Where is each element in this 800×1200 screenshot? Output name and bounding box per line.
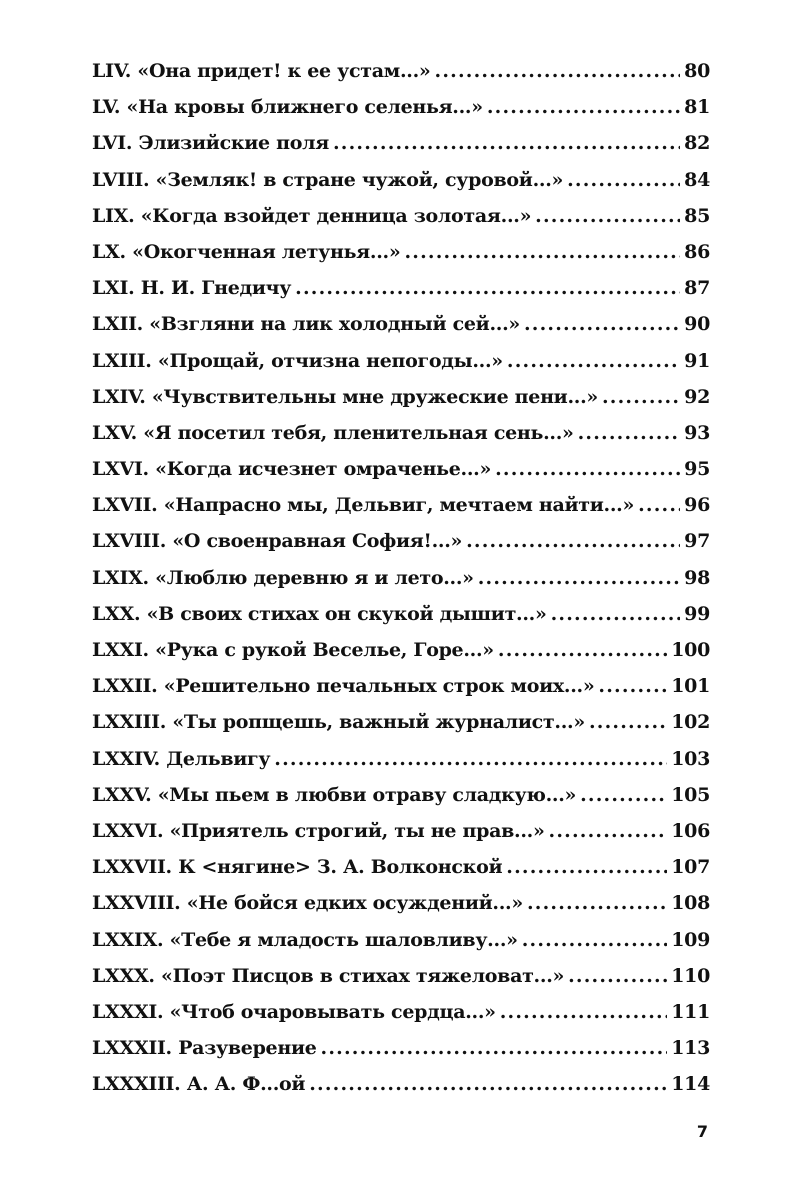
toc-entry-title: LXXXIII. А. А. Ф...ой — [92, 1073, 306, 1096]
dot-leader — [274, 748, 667, 770]
toc-entry-title: LXXX. «Поэт Писцов в стихах тяжеловат...» — [92, 964, 565, 987]
dot-leader — [578, 422, 681, 444]
page-number: 7 — [696, 1122, 708, 1141]
dot-leader — [466, 530, 680, 552]
dot-leader — [589, 711, 667, 733]
toc-entry-title: LIV. «Она придет! к ее устам...» — [92, 60, 431, 82]
dot-leader — [580, 784, 667, 806]
toc-entry-title: LX. «Окогченная летунья...» — [92, 240, 401, 263]
toc-entry-page: 101 — [671, 675, 710, 698]
toc-entry — [92, 675, 710, 711]
toc-entry — [92, 892, 710, 928]
toc-entry-page: 98 — [684, 566, 710, 589]
dot-leader — [535, 205, 680, 227]
toc-entry — [92, 60, 710, 96]
toc-entry-title: LXVI. «Когда исчезнет омраченье...» — [92, 458, 492, 481]
toc-entry-title: LXII. «Взгляни на лик холодный сей...» — [92, 313, 520, 336]
dot-leader — [500, 1001, 668, 1023]
toc-entry-page: 97 — [684, 530, 710, 553]
toc-entry-page: 110 — [671, 964, 710, 987]
toc-entry — [92, 277, 710, 313]
toc-entry-title: LXV. «Я посетил тебя, пленительная сень...» — [92, 421, 574, 444]
dot-leader — [295, 277, 680, 299]
toc-entry — [92, 856, 710, 892]
dot-leader — [568, 965, 667, 987]
toc-entry-title: LIX. «Когда взойдет денница золотая...» — [92, 204, 532, 227]
table-of-contents — [92, 60, 710, 1109]
toc-entry-page: 81 — [684, 96, 710, 119]
toc-entry-title: LXXVI. «Приятель строгий, ты не прав...» — [92, 819, 545, 842]
toc-entry — [92, 639, 710, 675]
toc-entry-title: LXX. «В своих стихах он скукой дышит...» — [92, 602, 547, 625]
dot-leader — [524, 313, 680, 335]
toc-entry — [92, 820, 710, 856]
toc-entry — [92, 205, 710, 241]
dot-leader — [495, 458, 680, 480]
toc-entry-page: 111 — [671, 1000, 710, 1023]
toc-entry-title: LXVII. «Напрасно мы, Дельвиг, мечтаем найти...» — [92, 494, 635, 517]
toc-entry — [92, 494, 710, 530]
toc-entry-page: 86 — [684, 240, 710, 263]
toc-entry — [92, 603, 710, 639]
toc-entry-title: LXIV. «Чувствительны мне дружеские пени...» — [92, 385, 598, 408]
toc-entry-title: LXI. Н. И. Гнедичу — [92, 277, 292, 300]
toc-entry-page: 103 — [671, 747, 710, 770]
toc-entry — [92, 929, 710, 965]
toc-entry-page: 80 — [684, 60, 710, 82]
toc-entry-title: LXXI. «Рука с рукой Веселье, Горе...» — [92, 639, 494, 661]
toc-entry-title: LXXVII. К <нягине> З. А. Волконской — [92, 856, 503, 879]
toc-entry — [92, 169, 710, 205]
toc-entry-page: 114 — [671, 1073, 710, 1096]
toc-entry-title: LXXIX. «Тебе я младость шаловливу...» — [92, 928, 518, 951]
dot-leader — [507, 350, 680, 372]
toc-entry-title: LVIII. «Земляк! в стране чужой, суровой...» — [92, 168, 564, 191]
dot-leader — [522, 929, 668, 951]
dot-leader — [549, 820, 668, 842]
dot-leader — [487, 96, 680, 118]
toc-entry-page: 95 — [684, 458, 710, 481]
dot-leader — [498, 639, 667, 661]
dot-leader — [602, 386, 680, 408]
toc-entry-title: LXIII. «Прощай, отчизна непогоды...» — [92, 349, 503, 372]
toc-entry — [92, 1037, 710, 1073]
toc-entry-title: LV. «На кровы ближнего селенья...» — [92, 96, 483, 119]
toc-entry-page: 113 — [671, 1037, 710, 1060]
toc-entry-title: LXIX. «Люблю деревню я и лето...» — [92, 566, 474, 589]
toc-entry-page: 92 — [684, 385, 710, 408]
toc-entry-page: 102 — [671, 711, 710, 734]
dot-leader — [478, 567, 680, 589]
toc-entry — [92, 711, 710, 747]
dot-leader — [309, 1073, 667, 1095]
toc-entry-page: 93 — [684, 421, 710, 444]
toc-entry — [92, 241, 710, 277]
toc-entry-page: 100 — [671, 639, 710, 661]
toc-entry-page: 82 — [684, 132, 710, 155]
toc-entry — [92, 748, 710, 784]
toc-entry-title: LXXIII. «Ты ропщешь, важный журналист...» — [92, 711, 585, 734]
toc-entry-page: 84 — [684, 168, 710, 191]
toc-entry-page: 108 — [671, 892, 710, 915]
dot-leader — [435, 60, 681, 82]
toc-entry-page: 105 — [671, 783, 710, 806]
toc-entry-page: 90 — [684, 313, 710, 336]
dot-leader — [333, 132, 680, 154]
toc-entry-title: LXVIII. «О своенравная София!...» — [92, 530, 463, 553]
dot-leader — [527, 892, 667, 914]
toc-entry — [92, 567, 710, 603]
toc-entry-title: LXXV. «Мы пьем в любви отраву сладкую...» — [92, 783, 577, 806]
toc-entry-page: 91 — [684, 349, 710, 372]
toc-entry — [92, 458, 710, 494]
dot-leader — [638, 494, 680, 516]
toc-entry-page: 87 — [684, 277, 710, 300]
toc-entry — [92, 422, 710, 458]
dot-leader — [404, 241, 680, 263]
toc-entry — [92, 784, 710, 820]
toc-entry — [92, 132, 710, 168]
dot-leader — [551, 603, 681, 625]
toc-entry-title: LVI. Элизийские поля — [92, 132, 329, 155]
toc-entry — [92, 530, 710, 566]
toc-entry-page: 109 — [671, 928, 710, 951]
toc-entry-title: LXXVIII. «Не бойся едких осуждений...» — [92, 892, 523, 915]
toc-entry — [92, 965, 710, 1001]
toc-entry — [92, 1001, 710, 1037]
toc-entry-page: 99 — [684, 602, 710, 625]
toc-entry-page: 85 — [684, 204, 710, 227]
toc-entry-title: LXXXII. Разуверение — [92, 1037, 317, 1060]
toc-entry — [92, 1073, 710, 1109]
toc-entry-title: LXXIV. Дельвигу — [92, 747, 271, 770]
dot-leader — [321, 1037, 668, 1059]
toc-entry — [92, 350, 710, 386]
dot-leader — [567, 169, 680, 191]
dot-leader — [506, 856, 667, 878]
toc-entry-page: 96 — [684, 494, 710, 517]
toc-entry-page: 107 — [671, 856, 710, 879]
toc-entry-page: 106 — [671, 819, 710, 842]
toc-entry — [92, 313, 710, 349]
dot-leader — [598, 675, 667, 697]
toc-entry-title: LXXXI. «Чтоб очаровывать сердца...» — [92, 1000, 496, 1023]
toc-entry — [92, 96, 710, 132]
toc-entry-title: LXXII. «Решительно печальных строк моих...» — [92, 675, 595, 698]
toc-entry — [92, 386, 710, 422]
